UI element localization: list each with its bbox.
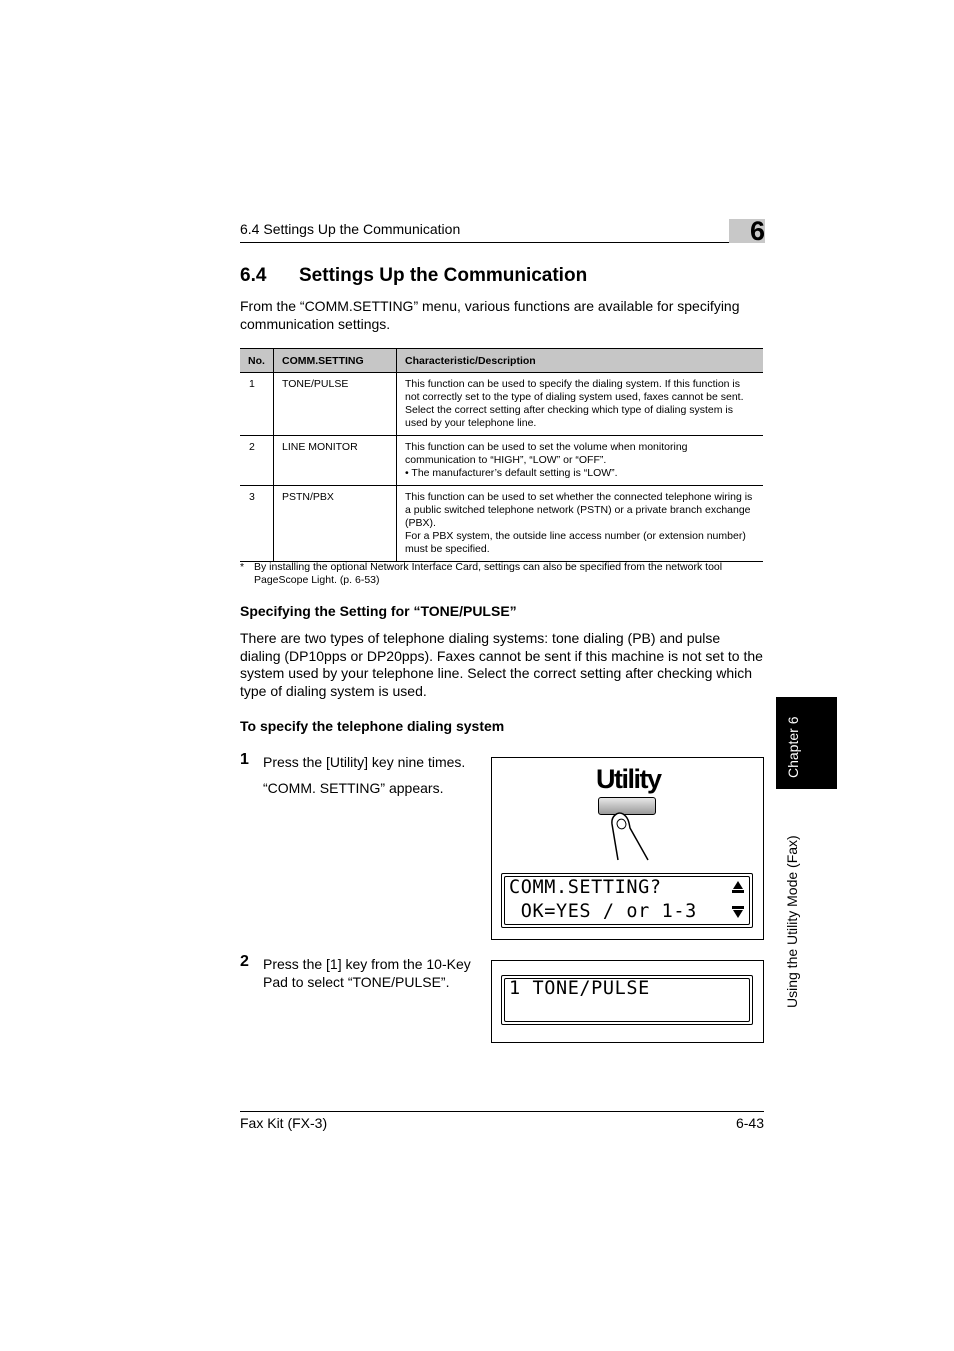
footer-product: Fax Kit (FX-3) [240, 1115, 328, 1131]
header-comm-setting: COMM.SETTING [274, 349, 397, 373]
running-header-title: 6.4 Settings Up the Communication [240, 221, 461, 237]
footer-rule [240, 1111, 764, 1112]
table-footnote [240, 561, 764, 586]
row-setting: LINE MONITOR [274, 436, 397, 486]
table-row [240, 373, 763, 436]
header-description: Characteristic/Description [397, 349, 764, 373]
table-row [240, 436, 763, 486]
description-text: This function can be used to specify the dialing system. If this function is not correctly set to the type of dialing system used, faxes cannot be sent. Select the correct setting after checking which type of dialing system is used by your telephone line. [405, 378, 744, 429]
footnote-text: By installing the optional Network Interface Card, settings can also be specified from the network tool PageScope Light. (p. 6-53) [254, 561, 723, 586]
lcd-line-1: COMM.SETTING? [509, 877, 662, 898]
footer-page-number: 6-43 [735, 1115, 764, 1131]
row-description [397, 436, 764, 486]
mode-label: Using the Utility Mode (Fax) [784, 835, 800, 1008]
scroll-up-icon [731, 880, 745, 894]
lcd-line-2: OK=YES / or 1-3 [509, 901, 697, 922]
step-2-number: 2 [240, 953, 249, 970]
description-text: This function can be used to set the volume when monitoring communication to “HIGH”, “LOW” or “OFF”. [405, 441, 688, 466]
row-no: 3 [240, 486, 274, 562]
section-title: Settings Up the Communication [299, 265, 588, 286]
row-description [397, 486, 764, 562]
procedure-title: To specify the telephone dialing system [240, 718, 505, 734]
mode-side-label [778, 800, 808, 1010]
step-1-number: 1 [240, 751, 249, 768]
utility-key-label: Utility [596, 764, 661, 794]
subsection-title: Specifying the Setting for “TONE/PULSE” [240, 603, 517, 619]
table-row [240, 486, 763, 562]
footnote-mark: * [240, 561, 245, 573]
pointing-finger-icon [610, 808, 654, 864]
description-bullet: • The manufacturer’s default setting is “LOW”. [405, 467, 618, 479]
step-1-text: Press the [Utility] key nine times. [263, 754, 466, 770]
comm-setting-table [240, 348, 763, 562]
row-no: 1 [240, 373, 274, 436]
row-description [397, 373, 764, 436]
lcd-line-1: 1 TONE/PULSE [509, 978, 650, 999]
section-intro: From the “COMM.SETTING” menu, various functions are available for specifying communication settings. [240, 298, 740, 332]
scroll-down-icon [731, 905, 745, 919]
table-header-row [240, 349, 763, 373]
header-no: No. [240, 349, 274, 373]
row-setting: PSTN/PBX [274, 486, 397, 562]
section-number: 6.4 [240, 265, 267, 286]
step-1-result: “COMM. SETTING” appears. [263, 780, 444, 796]
header-rule [240, 242, 764, 243]
description-text: For a PBX system, the outside line access number (or extension number) must be specified. [405, 530, 746, 555]
description-text: This function can be used to set whether the connected telephone wiring is a public switched telephone network (PSTN) or a private branch exchange (PBX). [405, 491, 753, 529]
row-setting: TONE/PULSE [274, 373, 397, 436]
step-2-text: Press the [1] key from the 10-Key Pad to select “TONE/PULSE”. [263, 956, 471, 990]
chapter-label: Chapter 6 [785, 716, 801, 778]
chapter-side-tab-label [778, 704, 808, 782]
chapter-number: 6 [749, 216, 765, 246]
row-no: 2 [240, 436, 274, 486]
subsection-body: There are two types of telephone dialing systems: tone dialing (PB) and pulse dialing (DP10pps or DP20pps). Faxes cannot be sent if this machine is not set to the system used by your telephone line. Select the correct setting after checking which type of dialing system is used. [240, 630, 763, 699]
